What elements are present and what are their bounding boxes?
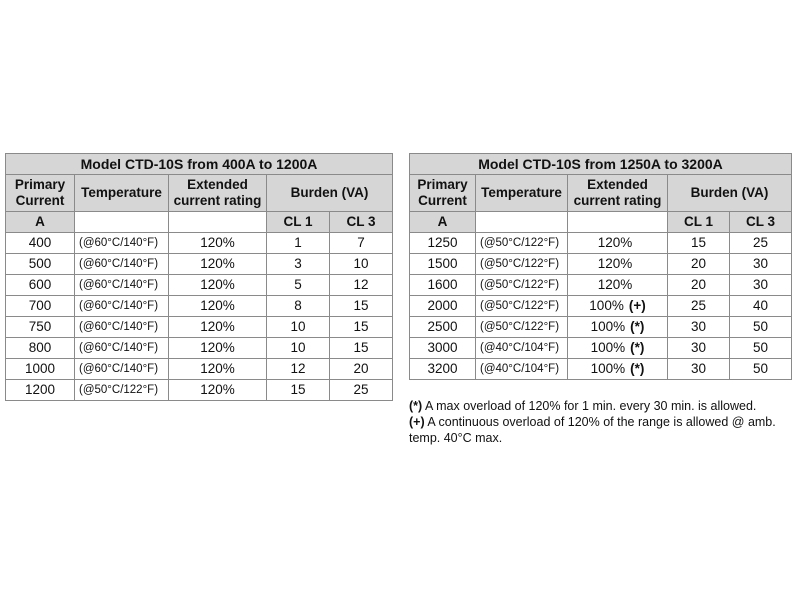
table-title: Model CTD-10S from 400A to 1200A <box>6 154 393 175</box>
rating-cell <box>568 296 668 317</box>
primary-current-cell: 2000 <box>410 296 476 317</box>
rating-cell <box>568 359 668 380</box>
temperature-cell: (@50°C/122°F) <box>476 317 568 338</box>
cl3-cell: 30 <box>730 275 792 296</box>
rating-cell <box>169 338 267 359</box>
temperature-cell: (@60°C/140°F) <box>75 317 169 338</box>
primary-current-cell: 1200 <box>6 380 75 401</box>
table-row <box>6 317 393 338</box>
cl3-cell: 15 <box>330 317 393 338</box>
primary-current-header: Primary Current <box>6 175 75 212</box>
rating-mark: (*) <box>630 361 645 376</box>
empty-header-cell <box>568 212 668 233</box>
cl3-cell: 20 <box>330 359 393 380</box>
table-row <box>6 359 393 380</box>
rating-cell <box>169 380 267 401</box>
cl3-header: CL 3 <box>730 212 792 233</box>
extended-rating-header: Extended current rating <box>568 175 668 212</box>
table-row <box>410 233 792 254</box>
rating-value: 120% <box>597 277 633 292</box>
cl3-cell: 50 <box>730 338 792 359</box>
rating-value: 120% <box>200 298 235 313</box>
temperature-cell: (@60°C/140°F) <box>75 254 169 275</box>
rating-value: 120% <box>200 277 235 292</box>
temperature-cell: (@60°C/140°F) <box>75 275 169 296</box>
table-row <box>410 317 792 338</box>
rating-cell <box>169 254 267 275</box>
rating-value: 120% <box>200 235 235 250</box>
unit-header: A <box>410 212 476 233</box>
rating-cell <box>169 296 267 317</box>
primary-current-cell: 500 <box>6 254 75 275</box>
cl1-cell: 30 <box>668 338 730 359</box>
cl3-cell: 12 <box>330 275 393 296</box>
cl3-cell: 50 <box>730 359 792 380</box>
temperature-cell: (@60°C/140°F) <box>75 233 169 254</box>
rating-mark: (*) <box>630 340 645 355</box>
cl3-cell: 25 <box>730 233 792 254</box>
cl1-cell: 25 <box>668 296 730 317</box>
temperature-cell: (@50°C/122°F) <box>476 275 568 296</box>
table-row <box>6 380 393 401</box>
spec-table-1250-3200 <box>409 153 792 380</box>
cl3-cell: 50 <box>730 317 792 338</box>
footnote-continuous: (+) A continuous overload of 120% of the range is allowed @ amb. temp. 40°C max. <box>409 415 776 445</box>
cl1-header: CL 1 <box>668 212 730 233</box>
temperature-header: Temperature <box>75 175 169 212</box>
rating-value: 120% <box>200 382 235 397</box>
cl3-cell: 10 <box>330 254 393 275</box>
cl1-cell: 20 <box>668 254 730 275</box>
rating-value: 100% <box>590 319 626 334</box>
cl1-cell: 8 <box>267 296 330 317</box>
empty-header-cell <box>169 212 267 233</box>
empty-header-cell <box>476 212 568 233</box>
primary-current-cell: 750 <box>6 317 75 338</box>
cl1-cell: 12 <box>267 359 330 380</box>
footnotes <box>409 398 794 446</box>
table-row <box>410 359 792 380</box>
table-title: Model CTD-10S from 1250A to 3200A <box>410 154 792 175</box>
rating-value: 100% <box>590 340 626 355</box>
rating-cell <box>568 275 668 296</box>
rating-cell <box>169 317 267 338</box>
footnote-overload: (*) A max overload of 120% for 1 min. every 30 min. is allowed. <box>409 399 757 413</box>
rating-value: 120% <box>200 361 235 376</box>
cl1-header: CL 1 <box>267 212 330 233</box>
extended-rating-header: Extended current rating <box>169 175 267 212</box>
table-row <box>6 338 393 359</box>
cl1-cell: 15 <box>668 233 730 254</box>
temperature-cell: (@50°C/122°F) <box>75 380 169 401</box>
rating-value: 100% <box>590 361 626 376</box>
primary-current-cell: 2500 <box>410 317 476 338</box>
table-row <box>6 233 393 254</box>
rating-cell <box>568 338 668 359</box>
temperature-cell: (@50°C/122°F) <box>476 233 568 254</box>
temperature-cell: (@40°C/104°F) <box>476 359 568 380</box>
primary-current-cell: 400 <box>6 233 75 254</box>
primary-current-cell: 3200 <box>410 359 476 380</box>
rating-cell <box>568 233 668 254</box>
primary-current-cell: 1600 <box>410 275 476 296</box>
primary-current-cell: 1250 <box>410 233 476 254</box>
rating-cell <box>568 254 668 275</box>
primary-current-cell: 1000 <box>6 359 75 380</box>
primary-current-cell: 3000 <box>410 338 476 359</box>
temperature-cell: (@60°C/140°F) <box>75 338 169 359</box>
unit-header: A <box>6 212 75 233</box>
rating-cell <box>568 317 668 338</box>
cl3-cell: 30 <box>730 254 792 275</box>
primary-current-cell: 800 <box>6 338 75 359</box>
cl1-cell: 10 <box>267 317 330 338</box>
cl3-cell: 40 <box>730 296 792 317</box>
primary-current-cell: 1500 <box>410 254 476 275</box>
burden-header: Burden (VA) <box>668 175 792 212</box>
temperature-cell: (@60°C/140°F) <box>75 296 169 317</box>
temperature-cell: (@40°C/104°F) <box>476 338 568 359</box>
temperature-header: Temperature <box>476 175 568 212</box>
rating-mark: (*) <box>630 319 645 334</box>
cl1-cell: 3 <box>267 254 330 275</box>
empty-header-cell <box>75 212 169 233</box>
cl1-cell: 5 <box>267 275 330 296</box>
rating-cell <box>169 233 267 254</box>
rating-value: 120% <box>597 256 633 271</box>
rating-cell <box>169 359 267 380</box>
spec-table-400-1200 <box>5 153 393 401</box>
cl1-cell: 1 <box>267 233 330 254</box>
cl1-cell: 10 <box>267 338 330 359</box>
rating-cell <box>169 275 267 296</box>
table-row <box>410 338 792 359</box>
rating-value: 120% <box>200 319 235 334</box>
temperature-cell: (@60°C/140°F) <box>75 359 169 380</box>
table-row <box>6 296 393 317</box>
cl3-header: CL 3 <box>330 212 393 233</box>
cl3-cell: 7 <box>330 233 393 254</box>
rating-value: 120% <box>200 340 235 355</box>
rating-value: 120% <box>597 235 633 250</box>
cl3-cell: 25 <box>330 380 393 401</box>
burden-header: Burden (VA) <box>267 175 393 212</box>
primary-current-cell: 600 <box>6 275 75 296</box>
temperature-cell: (@50°C/122°F) <box>476 296 568 317</box>
cl1-cell: 30 <box>668 359 730 380</box>
table-row <box>6 275 393 296</box>
table-row <box>410 275 792 296</box>
cl1-cell: 15 <box>267 380 330 401</box>
table-row <box>410 254 792 275</box>
rating-value: 120% <box>200 256 235 271</box>
cl3-cell: 15 <box>330 296 393 317</box>
cl3-cell: 15 <box>330 338 393 359</box>
table-row <box>6 254 393 275</box>
rating-value: 100% <box>589 298 624 313</box>
primary-current-header: Primary Current <box>410 175 476 212</box>
primary-current-cell: 700 <box>6 296 75 317</box>
rating-mark: (+) <box>628 298 646 313</box>
temperature-cell: (@50°C/122°F) <box>476 254 568 275</box>
cl1-cell: 30 <box>668 317 730 338</box>
table-row <box>410 296 792 317</box>
cl1-cell: 20 <box>668 275 730 296</box>
